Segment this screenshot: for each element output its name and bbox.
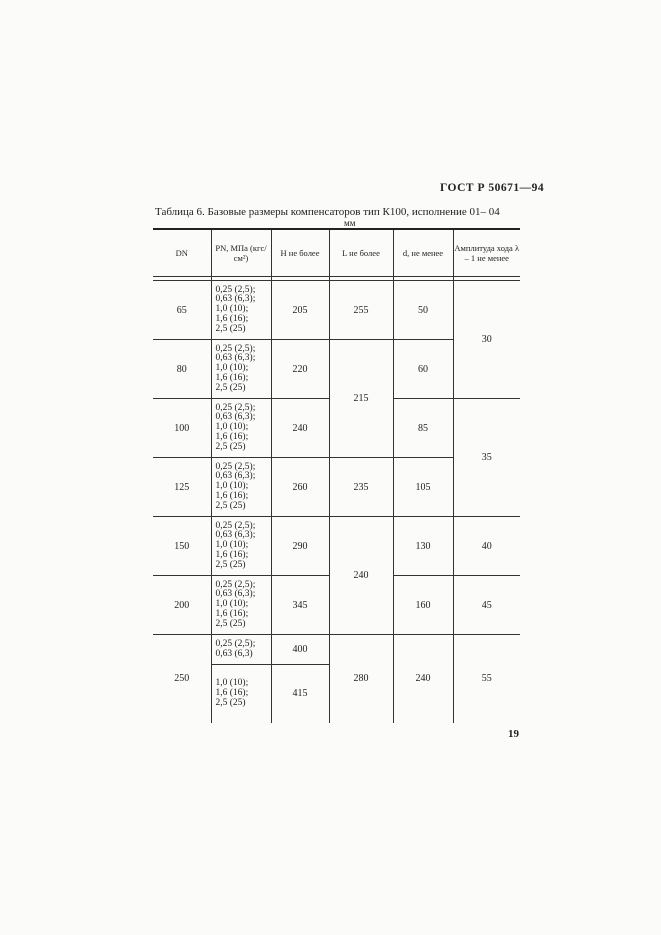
d-cell: 50 [393,281,453,340]
h-cell: 260 [271,458,329,517]
unit-label: мм [344,218,356,228]
page-number: 19 [508,728,519,740]
l-cell: 255 [329,281,393,340]
pressure-cell: 0,25 (2,5); 0,63 (6,3); 1,0 (10); 1,6 (16); 2,5 (25) [211,517,271,576]
h-cell: 415 [271,665,329,723]
pressure-cell: 1,0 (10); 1,6 (16); 2,5 (25) [211,665,271,723]
amplitude-cell: 40 [453,517,520,576]
table-row [153,517,520,576]
amplitude-cell: 30 [453,281,520,399]
pressure-cell: 0,25 (2,5); 0,63 (6,3); 1,0 (10); 1,6 (16); 2,5 (25) [211,576,271,635]
pressure-cell: 0,25 (2,5); 0,63 (6,3); 1,0 (10); 1,6 (16); 2,5 (25) [211,281,271,340]
table-row [153,281,520,340]
dn-cell: 125 [153,458,211,517]
dn-cell: 65 [153,281,211,340]
header-h: H не более [271,229,329,277]
header-l: L не более [329,229,393,277]
dn-cell: 200 [153,576,211,635]
l-cell: 215 [329,340,393,458]
amplitude-cell: 45 [453,576,520,635]
h-cell: 205 [271,281,329,340]
dn-cell: 100 [153,399,211,458]
header-amplitude: Амплитуда хода λ – 1 не менее [453,229,520,277]
l-cell: 240 [329,517,393,635]
h-cell: 290 [271,517,329,576]
d-cell: 240 [393,635,453,723]
h-cell: 220 [271,340,329,399]
dn-cell: 80 [153,340,211,399]
header-dn: DN [153,229,211,277]
d-cell: 85 [393,399,453,458]
table-row [153,635,520,665]
l-cell: 280 [329,635,393,723]
header-pn: PN, МПа (кгс/см²) [211,229,271,277]
amplitude-cell: 35 [453,399,520,517]
h-cell: 240 [271,399,329,458]
pressure-cell: 0,25 (2,5); 0,63 (6,3); 1,0 (10); 1,6 (16); 2,5 (25) [211,399,271,458]
l-cell: 235 [329,458,393,517]
d-cell: 130 [393,517,453,576]
dn-cell: 250 [153,635,211,723]
pressure-cell: 0,25 (2,5); 0,63 (6,3) [211,635,271,665]
header-d: d, не менее [393,229,453,277]
dn-cell: 150 [153,517,211,576]
dimensions-table [153,228,520,723]
pressure-cell: 0,25 (2,5); 0,63 (6,3); 1,0 (10); 1,6 (16); 2,5 (25) [211,458,271,517]
h-cell: 400 [271,635,329,665]
standard-number: ГОСТ Р 50671—94 [440,182,545,194]
pressure-cell: 0,25 (2,5); 0,63 (6,3); 1,0 (10); 1,6 (16); 2,5 (25) [211,340,271,399]
amplitude-cell: 55 [453,635,520,723]
d-cell: 105 [393,458,453,517]
table-caption: Таблица 6. Базовые размеры компенсаторов тип К100, исполнение 01– 04 [155,206,500,218]
h-cell: 345 [271,576,329,635]
d-cell: 60 [393,340,453,399]
d-cell: 160 [393,576,453,635]
